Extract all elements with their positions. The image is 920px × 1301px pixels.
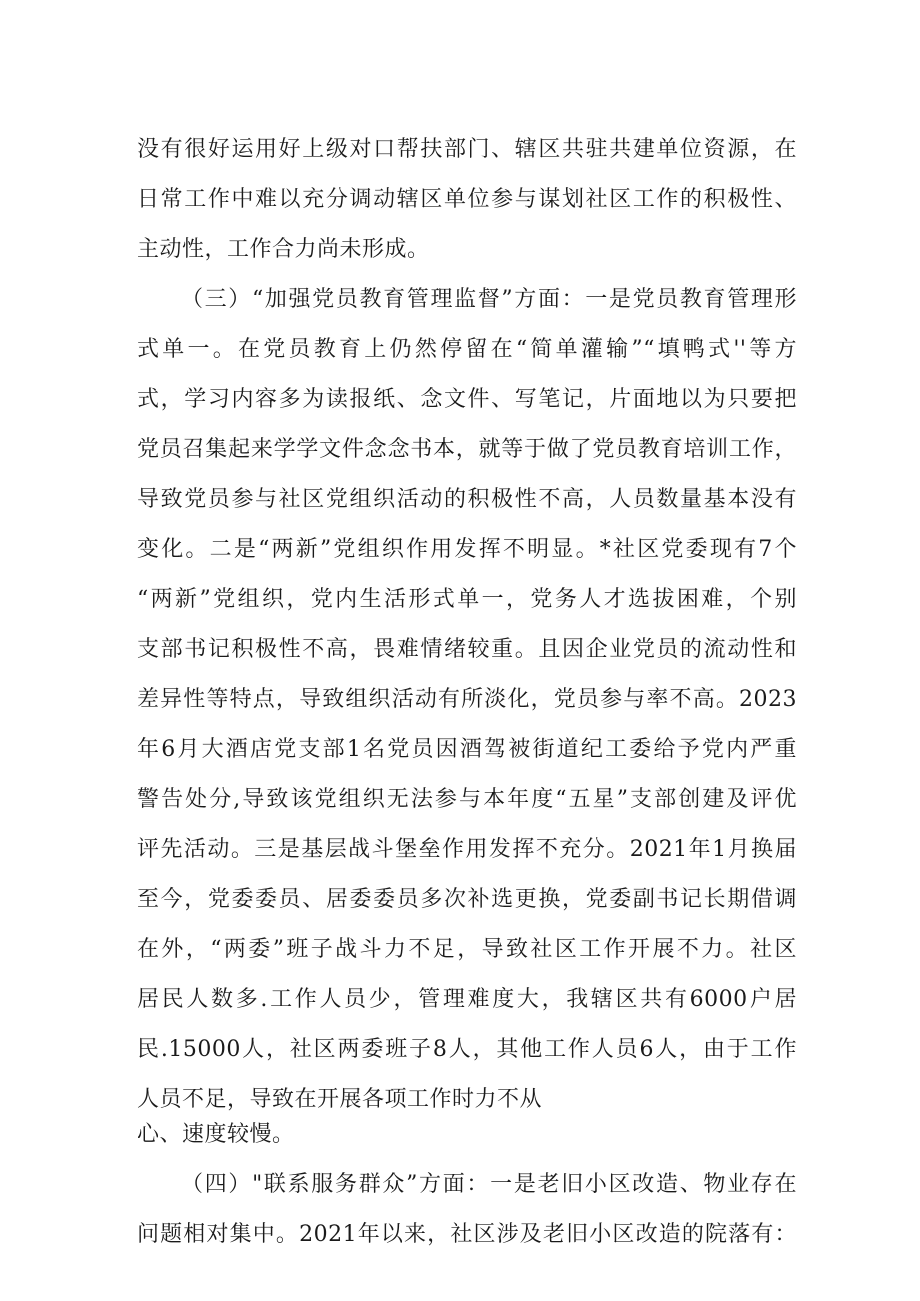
- paragraph-line: 党员召集起来学学文件念念书本，就等于做了党员教育培训工作，: [137, 437, 797, 462]
- paragraph-line: 变化。二是“两新”党组织作用发挥不明显。*社区党委现有7个: [137, 537, 797, 562]
- paragraph-line: 没有很好运用好上级对口帮扶部门、辖区共驻共建单位资源，在: [137, 137, 797, 162]
- paragraph-line: 问题相对集中。2021年以来，社区涉及老旧小区改造的院落有：: [137, 1222, 797, 1247]
- paragraph-line: 年6月大酒店党支部1名党员因酒驾被街道纪工委给予党内严重: [137, 737, 797, 762]
- paragraph-line: 居民人数多.工作人员少，管理难度大，我辖区共有6000户居: [137, 987, 797, 1012]
- paragraph-line: 心、速度较慢。: [137, 1122, 295, 1147]
- paragraph-line: 在外，“两委”班子战斗力不足，导致社区工作开展不力。社区: [137, 937, 797, 962]
- paragraph-line: 评先活动。三是基层战斗堡垒作用发挥不充分。2021年1月换届: [137, 837, 797, 862]
- paragraph-line: 式，学习内容多为读报纸、念文件、写笔记，片面地以为只要把: [137, 387, 797, 412]
- paragraph-line: 差异性等特点，导致组织活动有所淡化，党员参与率不高。2023: [137, 687, 797, 712]
- paragraph-line: “两新”党组织，党内生活形式单一，党务人才选拔困难，个别: [137, 587, 797, 612]
- paragraph-line: 支部书记积极性不高，畏难情绪较重。且因企业党员的流动性和: [137, 637, 797, 662]
- paragraph-line: 警告处分,导致该党组织无法参与本年度“五星”支部创建及评优: [137, 787, 797, 812]
- paragraph-line: （四）"联系服务群众”方面：一是老旧小区改造、物业存在: [181, 1172, 797, 1197]
- paragraph-line: 日常工作中难以充分调动辖区单位参与谋划社区工作的积极性、: [137, 187, 797, 212]
- paragraph-line: 式单一。在党员教育上仍然停留在“简单灌输”“填鸭式''等方: [137, 337, 797, 362]
- paragraph-line: 民.15000人，社区两委班子8人，其他工作人员6人，由于工作: [137, 1037, 797, 1062]
- paragraph-line: 人员不足，导致在开展各项工作时力不从: [137, 1087, 543, 1112]
- paragraph-line: 导致党员参与社区党组织活动的积极性不高，人员数量基本没有: [137, 487, 797, 512]
- paragraph-line: （三）“加强党员教育管理监督”方面：一是党员教育管理形: [181, 287, 797, 312]
- paragraph-line: 主动性，工作合力尚未形成。: [137, 237, 430, 262]
- paragraph-line: 至今，党委委员、居委委员多次补选更换，党委副书记长期借调: [137, 887, 797, 912]
